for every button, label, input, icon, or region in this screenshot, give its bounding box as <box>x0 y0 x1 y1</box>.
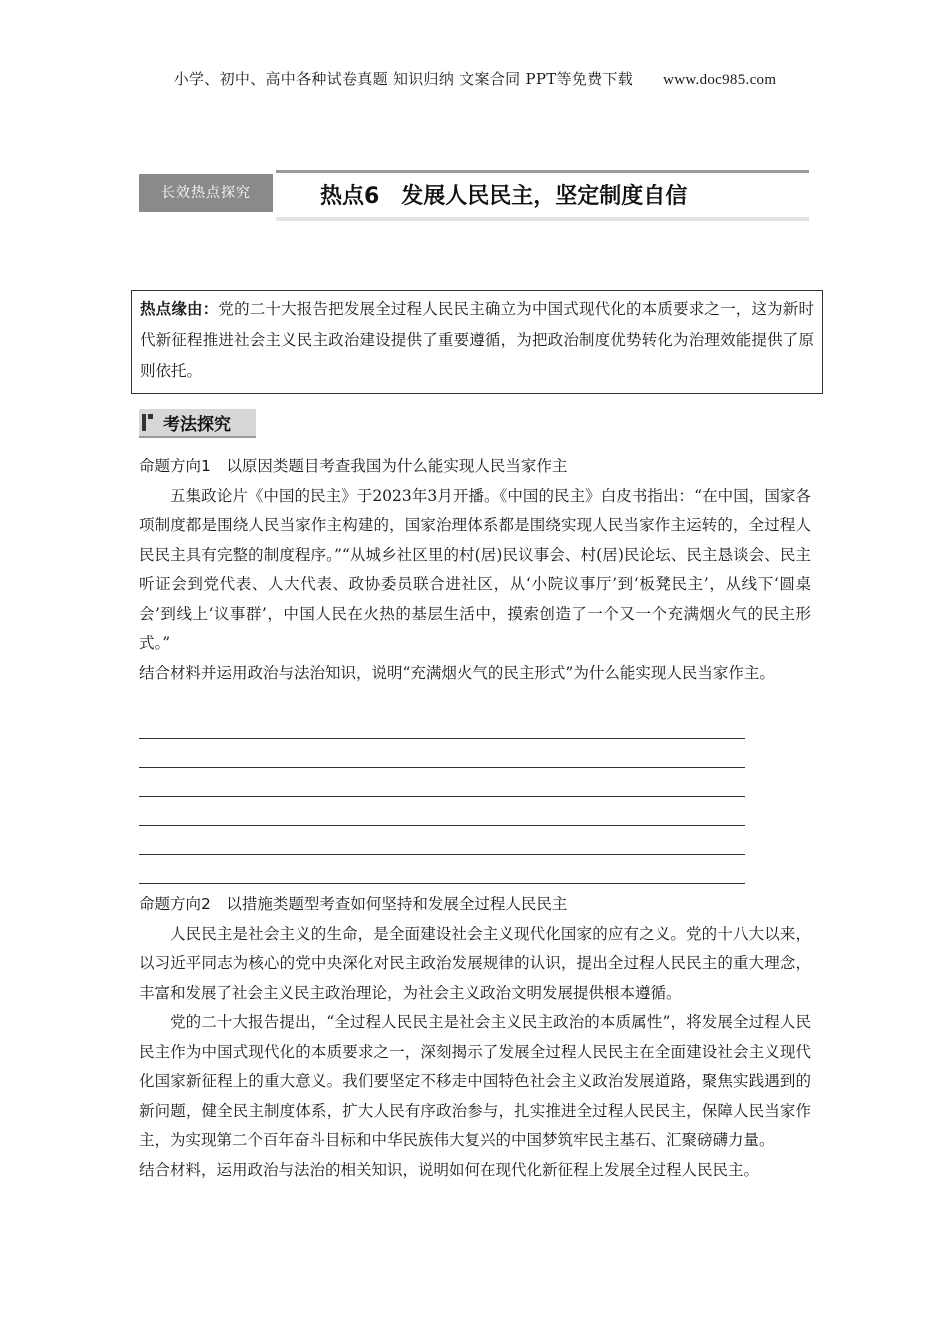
page-header <box>0 68 950 89</box>
page-title: 热点6 发展人民民主，坚定制度自信 <box>320 184 688 209</box>
title-main-box <box>276 170 809 220</box>
section-marker-dot-icon <box>148 414 153 419</box>
direction1-material: 五集政论片《中国的民主》于2023年3月开播。《中国的民主》白皮书指出：“在中国，国家各项制度都是围绕人民当家作主构建的，国家治理体系都是围绕实现人民当家作主运转的，全过程人民民主具有完整的制度程序。”“从城乡社区里的村(居)民议事会、村(居)民论坛、民主恳谈会、民主听证会到党代表、人大代表、政协委员联合进社区，从‘小院议事厅’到‘板凳民主’，从线下‘圆桌会’到线上‘议事群’，中国人民在火热的基层生活中，摸索创造了一个又一个充满烟火气的民主形式。” <box>139 486 811 652</box>
answer-line <box>139 797 745 826</box>
direction2-paragraph-1: 人民民主是社会主义的生命，是全面建设社会主义现代化国家的应有之义。党的十八大以来，以习近平同志为核心的党中央深化对民主政治发展规律的认识，提出全过程人民民主的重大理念，丰富和发展了社会主义民主政治理论，为社会主义政治文明发展提供根本遵循。 <box>139 924 811 1002</box>
direction2-heading: 命题方向2 以措施类题型考查如何坚持和发展全过程人民民主 <box>139 895 568 913</box>
title-tag: 长效热点探究 <box>139 174 273 212</box>
answer-line <box>139 768 745 797</box>
answer-line <box>139 826 745 855</box>
answer-line <box>139 855 745 884</box>
direction1-block <box>139 452 811 688</box>
header-site-link[interactable]: www.doc985.com <box>663 72 777 88</box>
section-title: 考法探究 <box>163 415 231 435</box>
direction2-question: 结合材料，运用政治与法治的相关知识，说明如何在现代化新征程上发展全过程人民民主。 <box>139 1160 760 1179</box>
title-shadow <box>276 217 809 221</box>
direction1-question: 结合材料并运用政治与法治知识，说明“充满烟火气的民主形式”为什么能实现人民当家作主。 <box>139 663 775 682</box>
direction2-paragraph-2: 党的二十大报告提出，“全过程人民民主是社会主义民主政治的本质属性”，将发展全过程人民民主作为中国式现代化的本质要求之一，深刻揭示了发展全过程人民民主在全面建设社会主义现代化国家新征程上的重大意义。我们要坚定不移走中国特色社会主义政治发展道路，聚焦实践遇到的新问题，健全民主制度体系，扩大人民有序政治参与，扎实推进全过程人民民主，保障人民当家作主，为实现第二个百年奋斗目标和中华民族伟大复兴的中国梦筑牢民主基石、汇聚磅礴力量。 <box>139 1013 811 1149</box>
answer-area[interactable] <box>139 738 745 884</box>
answer-line <box>139 739 745 768</box>
section-marker-icon <box>142 414 146 431</box>
title-bar <box>139 170 809 220</box>
header-text: 小学、初中、高中各种试卷真题 知识归纳 文案合同 PPT等免费下载 <box>173 70 634 88</box>
hot-reason-box <box>131 290 823 394</box>
direction2-block <box>139 890 811 1185</box>
direction1-heading: 命题方向1 以原因类题目考查我国为什么能实现人民当家作主 <box>139 457 568 475</box>
section-heading <box>139 409 256 438</box>
hot-reason-text: 党的二十大报告把发展全过程人民民主确立为中国式现代化的本质要求之一，这为新时代新征程推进社会主义民主政治建设提供了重要遵循，为把政治制度优势转化为治理效能提供了原则依托。 <box>140 300 814 380</box>
hot-reason-label: 热点缘由： <box>140 300 219 318</box>
